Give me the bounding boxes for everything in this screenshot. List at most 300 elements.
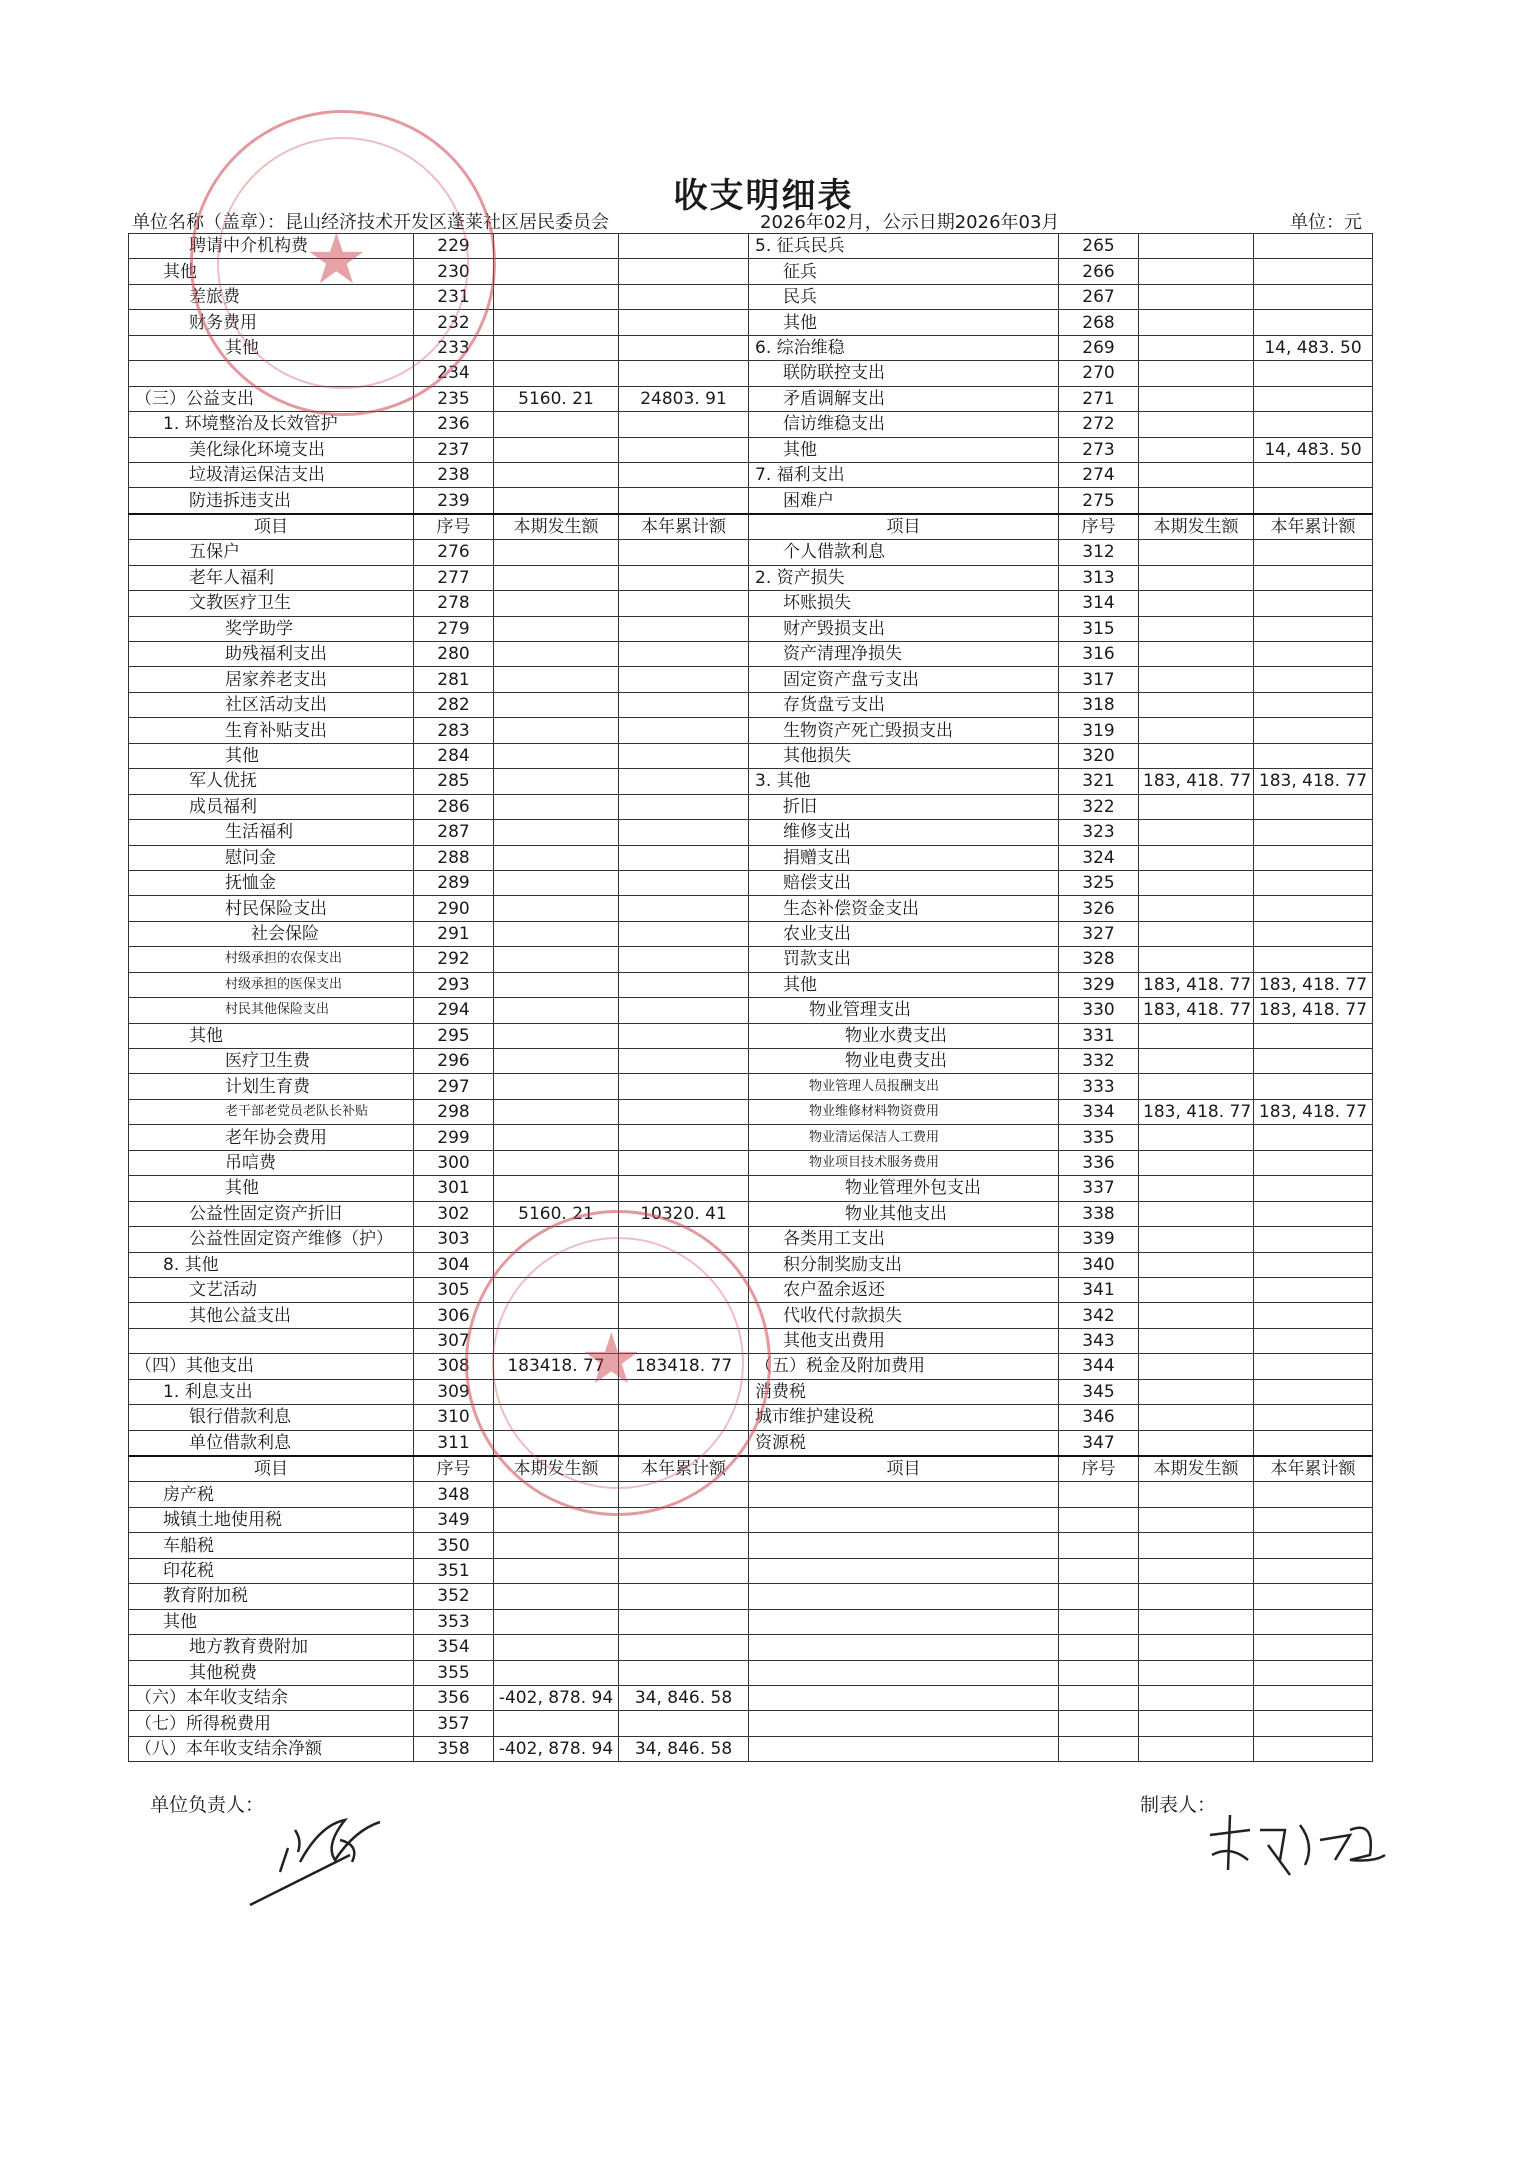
item-left-cell: 银行借款利息 (129, 1405, 414, 1430)
item-left-cell (129, 361, 414, 386)
table-row (129, 1711, 1373, 1736)
table-row (129, 1405, 1373, 1430)
table-row (129, 1558, 1373, 1583)
item-right-cell: 物业管理支出 (749, 998, 1059, 1023)
item-right-cell: 项目 (749, 514, 1059, 540)
seq-right-cell: 265 (1059, 234, 1139, 259)
current-left-cell (494, 488, 619, 514)
seq-left-cell: 350 (414, 1533, 494, 1558)
ytd-left-cell (619, 1074, 749, 1099)
ytd-right-cell (1254, 1609, 1373, 1634)
ytd-left-cell: 34, 846. 58 (619, 1685, 749, 1710)
ytd-left-cell (619, 998, 749, 1023)
seq-left-cell: 288 (414, 845, 494, 870)
item-left-cell: 慰问金 (129, 845, 414, 870)
current-right-cell: 本期发生额 (1139, 1456, 1254, 1482)
ytd-right-cell (1254, 794, 1373, 819)
item-right-cell: 困难户 (749, 488, 1059, 514)
item-right-cell: 民兵 (749, 284, 1059, 309)
seq-right-cell: 274 (1059, 462, 1139, 487)
table-row (129, 718, 1373, 743)
current-right-cell (1139, 667, 1254, 692)
item-left-cell: 印花税 (129, 1558, 414, 1583)
ytd-right-cell: 14, 483. 50 (1254, 437, 1373, 462)
seq-left-cell: 296 (414, 1049, 494, 1074)
item-right-cell: 物业项目技术服务费用 (749, 1150, 1059, 1175)
table-row (129, 1507, 1373, 1532)
item-left-cell: 五保户 (129, 540, 414, 565)
ytd-right-cell: 本年累计额 (1254, 1456, 1373, 1482)
current-left-cell (494, 642, 619, 667)
ytd-right-cell (1254, 616, 1373, 641)
current-right-cell (1139, 616, 1254, 641)
seq-left-cell: 308 (414, 1354, 494, 1379)
header-row (129, 514, 1373, 540)
current-right-cell (1139, 1609, 1254, 1634)
current-right-cell: 183, 418. 77 (1139, 769, 1254, 794)
seq-right-cell: 321 (1059, 769, 1139, 794)
current-left-cell (494, 437, 619, 462)
table-row (129, 1277, 1373, 1302)
seq-right-cell: 334 (1059, 1099, 1139, 1124)
ytd-left-cell (619, 437, 749, 462)
item-left-cell: 老年人福利 (129, 565, 414, 590)
item-right-cell: 物业电费支出 (749, 1049, 1059, 1074)
seq-left-cell: 285 (414, 769, 494, 794)
seq-left-cell: 302 (414, 1201, 494, 1226)
current-right-cell (1139, 1049, 1254, 1074)
seq-right-cell (1059, 1635, 1139, 1660)
ytd-right-cell: 183, 418. 77 (1254, 998, 1373, 1023)
ytd-left-cell (619, 718, 749, 743)
ytd-left-cell (619, 692, 749, 717)
current-right-cell: 183, 418. 77 (1139, 972, 1254, 997)
current-right-cell (1139, 1482, 1254, 1507)
current-left-cell (494, 896, 619, 921)
ytd-left-cell: 34, 846. 58 (619, 1736, 749, 1761)
seq-left-cell: 355 (414, 1660, 494, 1685)
seq-left-cell: 279 (414, 616, 494, 641)
seq-right-cell: 272 (1059, 412, 1139, 437)
ytd-left-cell (619, 234, 749, 259)
seq-right-cell: 268 (1059, 310, 1139, 335)
seq-left-cell: 306 (414, 1303, 494, 1328)
table-row (129, 1736, 1373, 1761)
seq-right-cell: 328 (1059, 947, 1139, 972)
ytd-left-cell: 24803. 91 (619, 386, 749, 411)
table-row (129, 972, 1373, 997)
ytd-right-cell (1254, 1277, 1373, 1302)
table-row (129, 1430, 1373, 1456)
seq-right-cell (1059, 1482, 1139, 1507)
item-left-cell: 其他公益支出 (129, 1303, 414, 1328)
seq-left-cell: 231 (414, 284, 494, 309)
seq-left-cell: 239 (414, 488, 494, 514)
table-row (129, 1584, 1373, 1609)
item-left-cell: 村级承担的农保支出 (129, 947, 414, 972)
ytd-left-cell (619, 616, 749, 641)
item-left-cell: 地方教育费附加 (129, 1635, 414, 1660)
seq-right-cell (1059, 1507, 1139, 1532)
ytd-left-cell (619, 1125, 749, 1150)
item-right-cell: 5. 征兵民兵 (749, 234, 1059, 259)
seq-right-cell: 序号 (1059, 1456, 1139, 1482)
item-right-cell: 折旧 (749, 794, 1059, 819)
current-left-cell (494, 310, 619, 335)
seq-left-cell: 234 (414, 361, 494, 386)
seq-right-cell (1059, 1558, 1139, 1583)
current-left-cell: 本期发生额 (494, 1456, 619, 1482)
ytd-right-cell (1254, 565, 1373, 590)
ytd-left-cell (619, 1328, 749, 1353)
ytd-left-cell (619, 1049, 749, 1074)
table-row (129, 1099, 1373, 1124)
seq-left-cell: 352 (414, 1584, 494, 1609)
seq-right-cell (1059, 1609, 1139, 1634)
ytd-right-cell (1254, 642, 1373, 667)
ytd-right-cell (1254, 947, 1373, 972)
current-left-cell (494, 998, 619, 1023)
ytd-left-cell (619, 1303, 749, 1328)
item-right-cell: 坏账损失 (749, 591, 1059, 616)
seq-left-cell: 293 (414, 972, 494, 997)
table-row (129, 820, 1373, 845)
item-left-cell: 公益性固定资产维修（护） (129, 1227, 414, 1252)
seq-right-cell (1059, 1660, 1139, 1685)
current-right-cell (1139, 794, 1254, 819)
report-period: 2026年02月，公示日期2026年03月 (760, 212, 1060, 233)
item-right-cell: 7. 福利支出 (749, 462, 1059, 487)
current-right-cell (1139, 1074, 1254, 1099)
seq-right-cell: 320 (1059, 743, 1139, 768)
item-left-cell: 奖学助学 (129, 616, 414, 641)
ytd-left-cell (619, 896, 749, 921)
current-left-cell (494, 361, 619, 386)
ytd-right-cell (1254, 1227, 1373, 1252)
seq-right-cell: 316 (1059, 642, 1139, 667)
seq-left-cell: 291 (414, 921, 494, 946)
ytd-right-cell (1254, 1685, 1373, 1710)
seq-left-cell: 237 (414, 437, 494, 462)
seq-right-cell: 329 (1059, 972, 1139, 997)
item-left-cell: 美化绿化环境支出 (129, 437, 414, 462)
item-right-cell: 资源税 (749, 1430, 1059, 1456)
item-left-cell: 其他 (129, 335, 414, 360)
table-row (129, 1328, 1373, 1353)
ytd-left-cell (619, 1711, 749, 1736)
item-left-cell: 教育附加税 (129, 1584, 414, 1609)
item-left-cell: 军人优抚 (129, 769, 414, 794)
current-right-cell (1139, 1379, 1254, 1404)
current-left-cell (494, 947, 619, 972)
table-row (129, 1201, 1373, 1226)
seq-right-cell: 344 (1059, 1354, 1139, 1379)
seq-left-cell: 354 (414, 1635, 494, 1660)
current-right-cell (1139, 1685, 1254, 1710)
table-row (129, 743, 1373, 768)
item-left-cell: 助残福利支出 (129, 642, 414, 667)
ytd-right-cell: 本年累计额 (1254, 514, 1373, 540)
ytd-right-cell (1254, 462, 1373, 487)
table-row (129, 1125, 1373, 1150)
ytd-right-cell (1254, 845, 1373, 870)
table-row (129, 462, 1373, 487)
item-left-cell: 项目 (129, 514, 414, 540)
seq-left-cell: 276 (414, 540, 494, 565)
current-right-cell (1139, 284, 1254, 309)
seq-right-cell: 269 (1059, 335, 1139, 360)
seq-left-cell: 287 (414, 820, 494, 845)
item-right-cell: 农业支出 (749, 921, 1059, 946)
ytd-left-cell: 183418. 77 (619, 1354, 749, 1379)
item-right-cell (749, 1660, 1059, 1685)
item-right-cell (749, 1533, 1059, 1558)
current-left-cell (494, 820, 619, 845)
item-left-cell: 垃圾清运保洁支出 (129, 462, 414, 487)
seq-left-cell: 292 (414, 947, 494, 972)
preparer-label: 制表人： (1140, 1794, 1217, 1816)
current-left-cell (494, 1558, 619, 1583)
seq-right-cell: 267 (1059, 284, 1139, 309)
current-left-cell (494, 1328, 619, 1353)
seq-left-cell: 303 (414, 1227, 494, 1252)
ytd-right-cell (1254, 1176, 1373, 1201)
item-left-cell: 村民其他保险支出 (129, 998, 414, 1023)
table-row (129, 540, 1373, 565)
seq-right-cell: 326 (1059, 896, 1139, 921)
ytd-right-cell (1254, 896, 1373, 921)
seq-right-cell: 270 (1059, 361, 1139, 386)
ytd-right-cell (1254, 1558, 1373, 1583)
ytd-right-cell (1254, 820, 1373, 845)
item-left-cell: 差旅费 (129, 284, 414, 309)
table-row (129, 1482, 1373, 1507)
ytd-left-cell (619, 462, 749, 487)
ytd-right-cell (1254, 1049, 1373, 1074)
table-row (129, 1176, 1373, 1201)
current-left-cell: 5160. 21 (494, 1201, 619, 1226)
seq-right-cell: 271 (1059, 386, 1139, 411)
item-right-cell: 其他 (749, 310, 1059, 335)
seq-right-cell: 275 (1059, 488, 1139, 514)
income-expense-table (128, 233, 1373, 1762)
current-left-cell (494, 921, 619, 946)
current-right-cell (1139, 1328, 1254, 1353)
current-left-cell: 183418. 77 (494, 1354, 619, 1379)
seq-right-cell (1059, 1584, 1139, 1609)
seq-left-cell: 295 (414, 1023, 494, 1048)
table-row (129, 284, 1373, 309)
item-left-cell: 老干部老党员老队长补贴 (129, 1099, 414, 1124)
ytd-left-cell: 本年累计额 (619, 514, 749, 540)
item-right-cell: 其他 (749, 972, 1059, 997)
item-left-cell: 城镇土地使用税 (129, 1507, 414, 1532)
current-right-cell (1139, 1558, 1254, 1583)
ytd-left-cell (619, 1660, 749, 1685)
seq-left-cell: 238 (414, 462, 494, 487)
item-left-cell: 其他 (129, 259, 414, 284)
item-left-cell: 房产税 (129, 1482, 414, 1507)
ytd-left-cell (619, 1379, 749, 1404)
ytd-right-cell (1254, 870, 1373, 895)
table-row (129, 310, 1373, 335)
ytd-right-cell (1254, 667, 1373, 692)
seq-left-cell: 230 (414, 259, 494, 284)
item-left-cell: 抚恤金 (129, 870, 414, 895)
current-right-cell (1139, 1303, 1254, 1328)
current-right-cell: 183, 418. 77 (1139, 1099, 1254, 1124)
ytd-right-cell (1254, 1354, 1373, 1379)
item-left-cell: 财务费用 (129, 310, 414, 335)
current-right-cell (1139, 1736, 1254, 1761)
ytd-left-cell (619, 769, 749, 794)
ytd-left-cell (619, 361, 749, 386)
ytd-left-cell (619, 820, 749, 845)
ytd-left-cell (619, 1405, 749, 1430)
ytd-left-cell (619, 412, 749, 437)
seq-right-cell (1059, 1711, 1139, 1736)
ytd-right-cell: 14, 483. 50 (1254, 335, 1373, 360)
table-row (129, 412, 1373, 437)
seq-left-cell: 310 (414, 1405, 494, 1430)
header-row (129, 1456, 1373, 1482)
ytd-right-cell (1254, 1660, 1373, 1685)
current-right-cell (1139, 361, 1254, 386)
seq-left-cell: 349 (414, 1507, 494, 1532)
ytd-left-cell (619, 1558, 749, 1583)
item-right-cell: 矛盾调解支出 (749, 386, 1059, 411)
current-left-cell (494, 794, 619, 819)
current-left-cell (494, 1227, 619, 1252)
seq-right-cell: 323 (1059, 820, 1139, 845)
item-left-cell (129, 1328, 414, 1353)
current-right-cell (1139, 1125, 1254, 1150)
current-left-cell (494, 412, 619, 437)
table-row (129, 1609, 1373, 1634)
current-left-cell: -402, 878. 94 (494, 1685, 619, 1710)
item-right-cell: 其他 (749, 437, 1059, 462)
item-right-cell: 财产毁损支出 (749, 616, 1059, 641)
current-right-cell (1139, 1150, 1254, 1175)
current-left-cell (494, 1049, 619, 1074)
current-right-cell (1139, 718, 1254, 743)
table-row (129, 616, 1373, 641)
item-right-cell: 2. 资产损失 (749, 565, 1059, 590)
seq-right-cell: 331 (1059, 1023, 1139, 1048)
current-right-cell (1139, 310, 1254, 335)
current-left-cell (494, 1176, 619, 1201)
seq-left-cell: 294 (414, 998, 494, 1023)
ytd-left-cell (619, 743, 749, 768)
seq-right-cell: 347 (1059, 1430, 1139, 1456)
current-right-cell (1139, 896, 1254, 921)
seq-left-cell: 278 (414, 591, 494, 616)
ytd-left-cell (619, 335, 749, 360)
seq-right-cell: 339 (1059, 1227, 1139, 1252)
current-right-cell: 183, 418. 77 (1139, 998, 1254, 1023)
ytd-right-cell (1254, 1482, 1373, 1507)
current-right-cell (1139, 1584, 1254, 1609)
seq-left-cell: 281 (414, 667, 494, 692)
current-left-cell (494, 284, 619, 309)
table-row (129, 667, 1373, 692)
seq-right-cell: 333 (1059, 1074, 1139, 1099)
item-right-cell: 资产清理净损失 (749, 642, 1059, 667)
seq-left-cell: 序号 (414, 514, 494, 540)
item-right-cell: 个人借款利息 (749, 540, 1059, 565)
seq-left-cell: 358 (414, 1736, 494, 1761)
seq-right-cell: 342 (1059, 1303, 1139, 1328)
seq-left-cell: 277 (414, 565, 494, 590)
ytd-right-cell (1254, 1074, 1373, 1099)
current-right-cell (1139, 1277, 1254, 1302)
current-right-cell (1139, 565, 1254, 590)
ytd-right-cell (1254, 1023, 1373, 1048)
seq-right-cell: 330 (1059, 998, 1139, 1023)
current-left-cell (494, 1430, 619, 1456)
unit-head-label: 单位负责人： (150, 1794, 265, 1816)
current-left-cell (494, 667, 619, 692)
unit-head-signature (240, 1800, 430, 1910)
item-left-cell: 居家养老支出 (129, 667, 414, 692)
seq-right-cell: 314 (1059, 591, 1139, 616)
current-left-cell (494, 1584, 619, 1609)
current-left-cell (494, 1507, 619, 1532)
table-row (129, 1533, 1373, 1558)
current-right-cell (1139, 1507, 1254, 1532)
seq-right-cell (1059, 1736, 1139, 1761)
item-left-cell: 社区活动支出 (129, 692, 414, 717)
item-right-cell: 城市维护建设税 (749, 1405, 1059, 1430)
item-left-cell: 文教医疗卫生 (129, 591, 414, 616)
item-right-cell (749, 1584, 1059, 1609)
current-right-cell (1139, 1405, 1254, 1430)
ytd-right-cell: 183, 418. 77 (1254, 769, 1373, 794)
ytd-right-cell (1254, 1584, 1373, 1609)
ytd-right-cell (1254, 1736, 1373, 1761)
current-left-cell (494, 616, 619, 641)
item-right-cell: （五）税金及附加费用 (749, 1354, 1059, 1379)
ytd-left-cell (619, 1635, 749, 1660)
ytd-right-cell (1254, 1125, 1373, 1150)
seq-right-cell (1059, 1685, 1139, 1710)
seq-right-cell: 266 (1059, 259, 1139, 284)
item-right-cell (749, 1558, 1059, 1583)
table-row (129, 794, 1373, 819)
item-left-cell: 其他 (129, 1609, 414, 1634)
seq-left-cell: 232 (414, 310, 494, 335)
current-right-cell (1139, 1023, 1254, 1048)
item-left-cell: 其他 (129, 743, 414, 768)
table-row (129, 335, 1373, 360)
current-right-cell (1139, 234, 1254, 259)
item-right-cell (749, 1482, 1059, 1507)
ytd-left-cell (619, 972, 749, 997)
item-right-cell: 物业管理人员报酬支出 (749, 1074, 1059, 1099)
table-row (129, 1049, 1373, 1074)
ytd-left-cell (619, 1584, 749, 1609)
seq-right-cell: 325 (1059, 870, 1139, 895)
current-left-cell (494, 1635, 619, 1660)
current-left-cell (494, 1023, 619, 1048)
item-left-cell: 1. 利息支出 (129, 1379, 414, 1404)
table-row (129, 1635, 1373, 1660)
item-right-cell: 其他损失 (749, 743, 1059, 768)
item-right-cell: 信访维稳支出 (749, 412, 1059, 437)
seq-left-cell: 286 (414, 794, 494, 819)
table-row (129, 1303, 1373, 1328)
table-row (129, 1023, 1373, 1048)
